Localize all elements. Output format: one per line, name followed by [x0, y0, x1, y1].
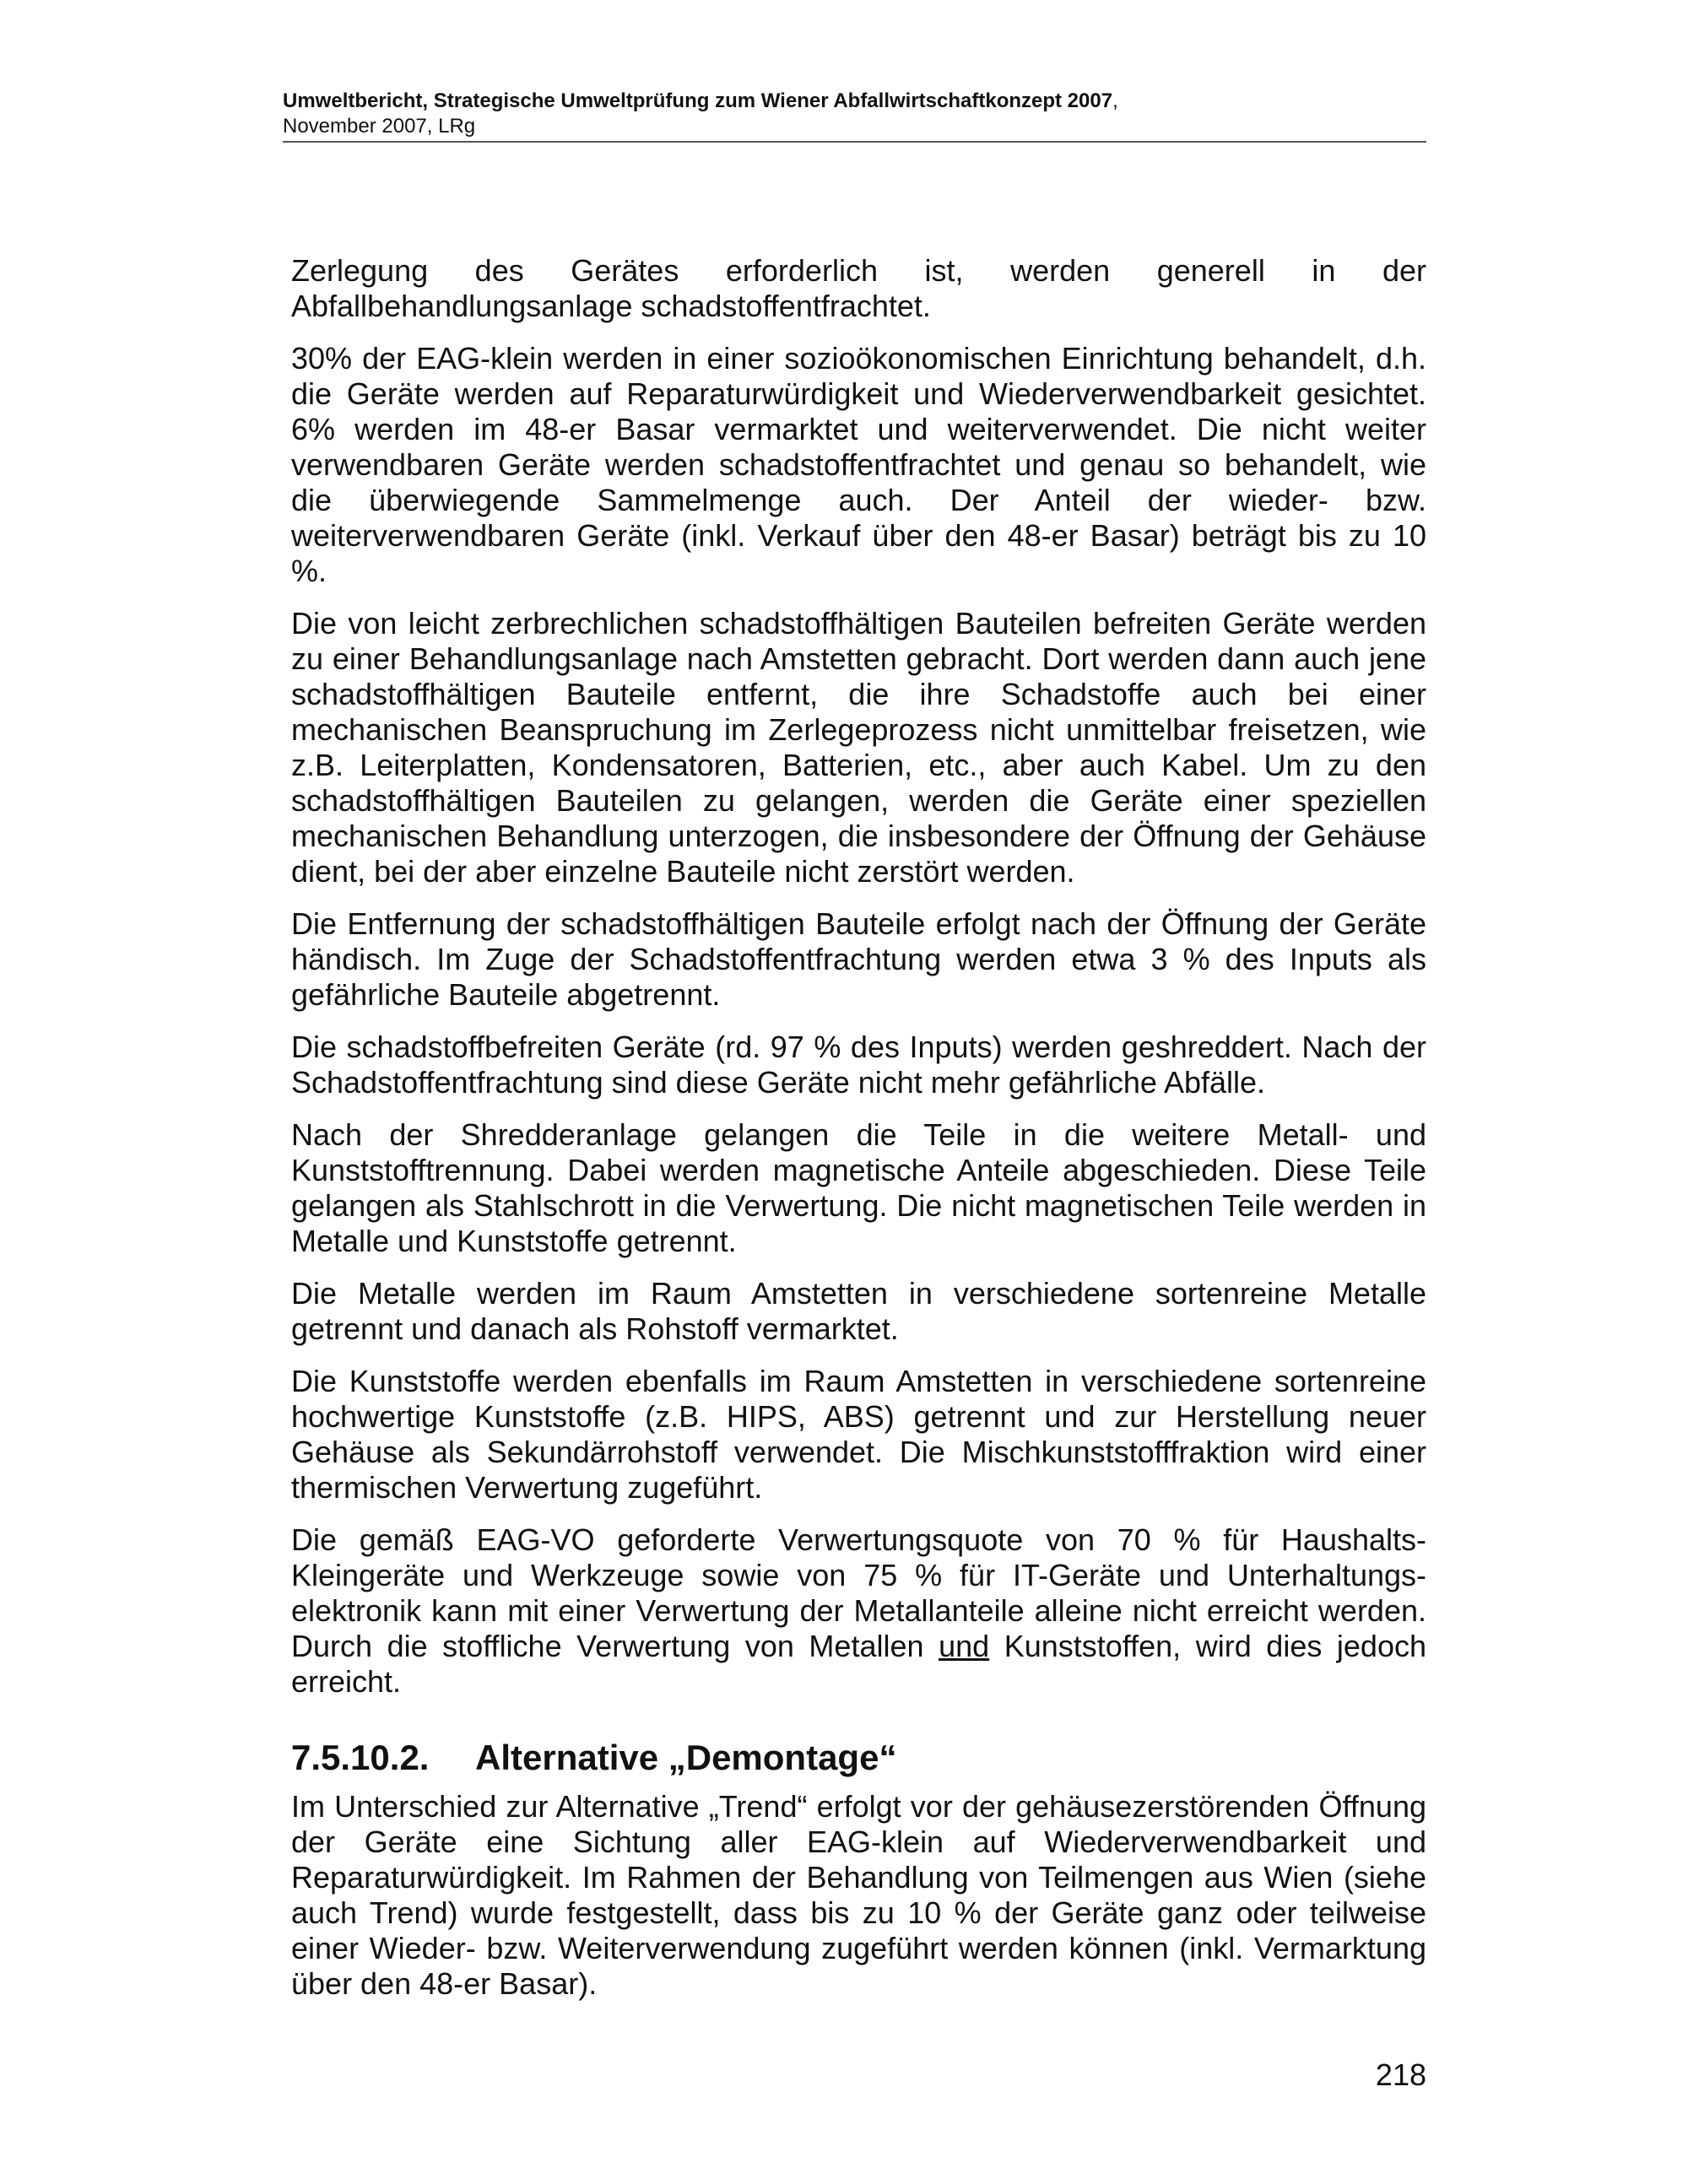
- paragraph-9-part-a: Die gemäß EAG-VO geforderte Verwertungsquote von 70 % für Haushalts-Kleingeräte und Werkzeuge sowie von 75 % für IT-Geräte und Unterhaltungs-elektronik kann mit einer Verwertung der Metallanteile alleine nicht erreicht werden. Durch die stoffliche Verwertung von Metallen: [291, 1522, 1426, 1663]
- page-number: 218: [1375, 2057, 1426, 2092]
- paragraph-9: [291, 1522, 1426, 1700]
- paragraph-9-part-b: Kunststoffen, wird dies jedoch erreicht.: [291, 1629, 1426, 1699]
- paragraph-3: Die von leicht zerbrechlichen schadstoffhältigen Bauteilen befreiten Geräte werden zu einer Behandlungsanlage nach Amstetten gebracht. Dort werden dann auch jene schadstoffhältigen Bauteile entfernt, die ihre Schadstoffe auch bei einer mechanischen Beanspruchung im Zerlegeprozess nicht unmittelbar freisetzen, wie z.B. Leiterplatten, Kondensatoren, Batterien, etc., aber auch Kabel. Um zu den schadstoffhältigen Bauteilen zu gelangen, werden die Geräte einer speziellen mechanischen Behandlung unterzogen, die insbesondere der Öffnung der Gehäuse dient, bei der aber einzelne Bauteile nicht zerstört werden.: [291, 606, 1426, 889]
- paragraph-8: Die Kunststoffe werden ebenfalls im Raum Amstetten in verschiedene sortenreine hochwertige Kunststoffe (z.B. HIPS, ABS) getrennt und zur Herstellung neuer Gehäuse als Sekundärrohstoff verwendet. Die Mischkunststofffraktion wird einer thermischen Verwertung zugeführt.: [291, 1364, 1426, 1505]
- paragraph-6: Nach der Shredderanlage gelangen die Teile in die weitere Metall- und Kunststofftrennung. Dabei werden magnetische Anteile abgeschieden. Diese Teile gelangen als Stahlschrott in die Verwertung. Die nicht magnetischen Teile werden in Metalle und Kunststoffe getrennt.: [291, 1117, 1426, 1258]
- paragraph-7: Die Metalle werden im Raum Amstetten in verschiedene sortenreine Metalle getrennt und danach als Rohstoff vermarktet.: [291, 1276, 1426, 1346]
- section-paragraph-1: Im Unterschied zur Alternative „Trend“ erfolgt vor der gehäusezerstörenden Öffnung der Geräte eine Sichtung aller EAG-klein auf Wiederverwendbarkeit und Reparaturwürdigkeit. Im Rahmen der Behandlung von Teilmengen aus Wien (siehe auch Trend) wurde festgestellt, dass bis zu 10 % der Geräte ganz oder teilweise einer Wieder- bzw. Weiterverwendung zugeführt werden können (inkl. Vermarktung über den 48-er Basar).: [291, 1789, 1426, 2001]
- header-subtitle: November 2007, LRg: [283, 115, 476, 138]
- paragraph-1: Zerlegung des Gerätes erforderlich ist, werden generell in der Abfallbehandlungsanlage schadstoffentfrachtet.: [291, 253, 1426, 323]
- paragraph-2: 30% der EAG-klein werden in einer sozioökonomischen Einrichtung behandelt, d.h. die Geräte werden auf Reparaturwürdigkeit und Wiederverwendbarkeit gesichtet. 6% werden im 48-er Basar vermarktet und weiterverwendet. Die nicht weiter verwendbaren Geräte werden schadstoffentfrachtet und genau so behandelt, wie die überwiegende Sammelmenge auch. Der Anteil der wieder- bzw. weiterverwendbaren Geräte (inkl. Verkauf über den 48-er Basar) beträgt bis zu 10 %.: [291, 341, 1426, 588]
- paragraph-9-underlined: und: [939, 1629, 990, 1663]
- paragraph-4: Die Entfernung der schadstoffhältigen Bauteile erfolgt nach der Öffnung der Geräte händisch. Im Zuge der Schadstoffentfrachtung werden etwa 3 % des Inputs als gefährliche Bauteile abgetrennt.: [291, 906, 1426, 1012]
- header-title: Umweltbericht, Strategische Umweltprüfung zum Wiener Abfallwirtschaftkonzept 2007,: [283, 89, 1118, 112]
- section-title: Alternative „Demontage“: [475, 1738, 897, 1777]
- section-heading: [291, 1735, 1426, 1781]
- document-body: [291, 253, 1426, 2019]
- paragraph-5: Die schadstoffbefreiten Geräte (rd. 97 % des Inputs) werden geshreddert. Nach der Schadstoffentfrachtung sind diese Geräte nicht mehr gefährliche Abfälle.: [291, 1030, 1426, 1100]
- section-number: 7.5.10.2.: [291, 1738, 430, 1777]
- header-title-suffix: ,: [1112, 89, 1118, 112]
- page-header: [283, 89, 1426, 143]
